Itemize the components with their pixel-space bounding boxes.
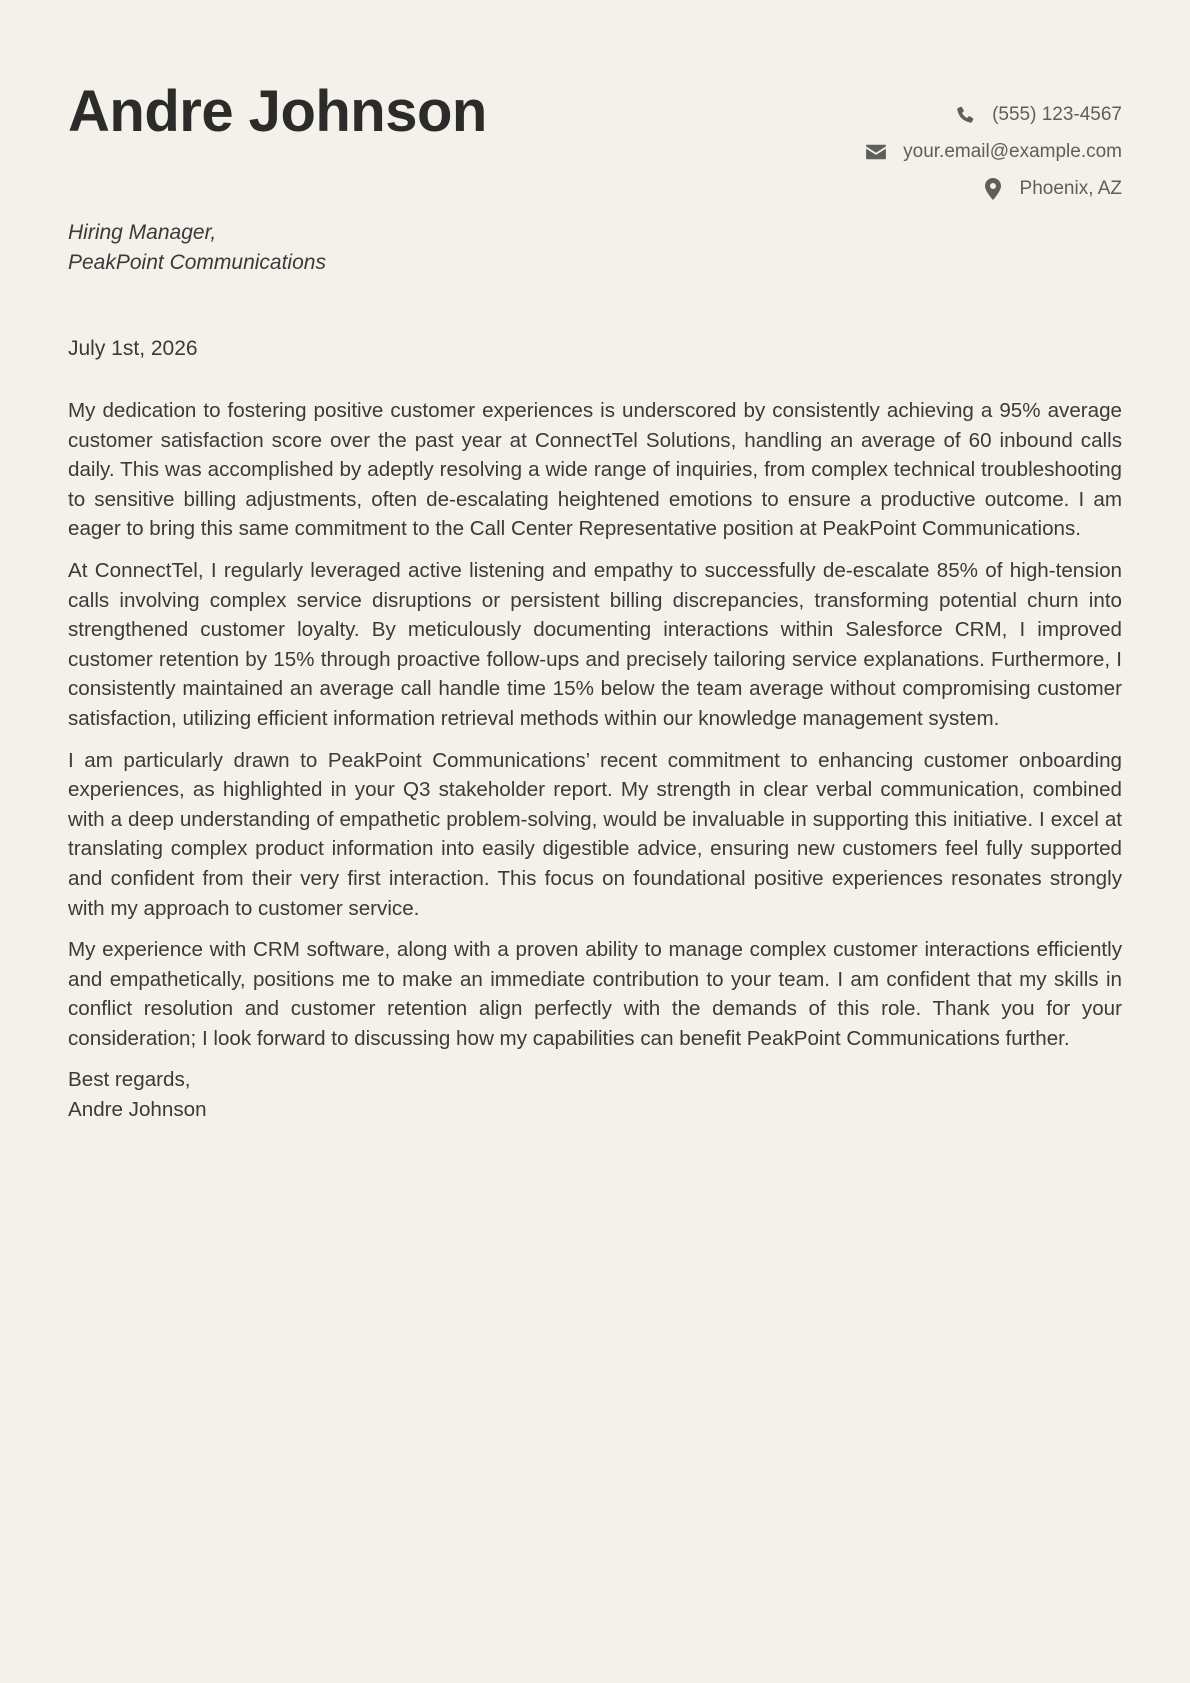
letter-body bbox=[68, 396, 1122, 1125]
contact-location: Phoenix, AZ bbox=[1019, 177, 1122, 199]
phone-icon bbox=[952, 102, 978, 128]
letter-date: July 1st, 2026 bbox=[68, 337, 198, 360]
contact-phone-row bbox=[863, 96, 1122, 133]
contact-email-row bbox=[863, 133, 1122, 170]
letter-header bbox=[68, 0, 1122, 205]
closing-block bbox=[68, 1065, 1122, 1124]
closing-salutation: Best regards, bbox=[68, 1068, 191, 1092]
contact-location-row bbox=[863, 170, 1122, 207]
body-paragraph: My experience with CRM software, along with a proven ability to manage complex customer interactions efficiently and empathetically, positions me to make an immediate contribution to your team. I am confident that my skills in conflict resolution and customer retention align perfectly with the demands of this role. Thank you for your consideration; I look forward to discussing how my capabilities can benefit PeakPoint Communications further. bbox=[68, 938, 1122, 1050]
recipient-company: PeakPoint Communications bbox=[68, 251, 326, 274]
body-paragraph: My dedication to fostering positive customer experiences is underscored by consistently achieving a 95% average customer satisfaction score over the past year at ConnectTel Solutions, handling an average of 60 inbound calls daily. This was accomplished by adeptly resolving a wide range of inquiries, from complex technical troubleshooting to sensitive billing adjustments, often de-escalating heightened emotions to ensure a productive outcome. I am eager to bring this same commitment to the Call Center Representative position at PeakPoint Communications. bbox=[68, 399, 1122, 541]
map-pin-icon bbox=[980, 176, 1006, 202]
signature-name: Andre Johnson bbox=[68, 1098, 207, 1122]
contact-phone: (555) 123-4567 bbox=[992, 103, 1122, 125]
contact-email: your.email@example.com bbox=[903, 140, 1122, 162]
body-paragraph: At ConnectTel, I regularly leveraged active listening and empathy to successfully de-escalate 85% of high-tension calls involving complex service disruptions or persistent billing discrepancies, transforming potential churn into strengthened customer loyalty. By meticulously documenting interactions within Salesforce CRM, I improved customer retention by 15% through proactive follow-ups and precisely tailoring service explanations. Furthermore, I consistently maintained an average call handle time 15% below the team average without compromising customer satisfaction, utilizing efficient information retrieval methods within our knowledge management system. bbox=[68, 558, 1122, 730]
contact-info bbox=[863, 96, 1122, 207]
envelope-icon bbox=[863, 139, 889, 165]
sender-name: Andre Johnson bbox=[68, 79, 487, 144]
body-paragraph: I am particularly drawn to PeakPoint Communications’ recent commitment to enhancing customer onboarding experiences, as highlighted in your Q3 stakeholder report. My strength in clear verbal communication, combined with a deep understanding of empathetic problem-solving, would be invaluable in supporting this initiative. I excel at translating complex product information into easily digestible advice, ensuring new customers feel fully supported and confident from their very first interaction. This focus on foundational positive experiences resonates strongly with my approach to customer service. bbox=[68, 748, 1122, 920]
recipient-block bbox=[68, 218, 326, 278]
recipient-title: Hiring Manager, bbox=[68, 221, 217, 244]
cover-letter-page bbox=[68, 0, 1122, 1683]
